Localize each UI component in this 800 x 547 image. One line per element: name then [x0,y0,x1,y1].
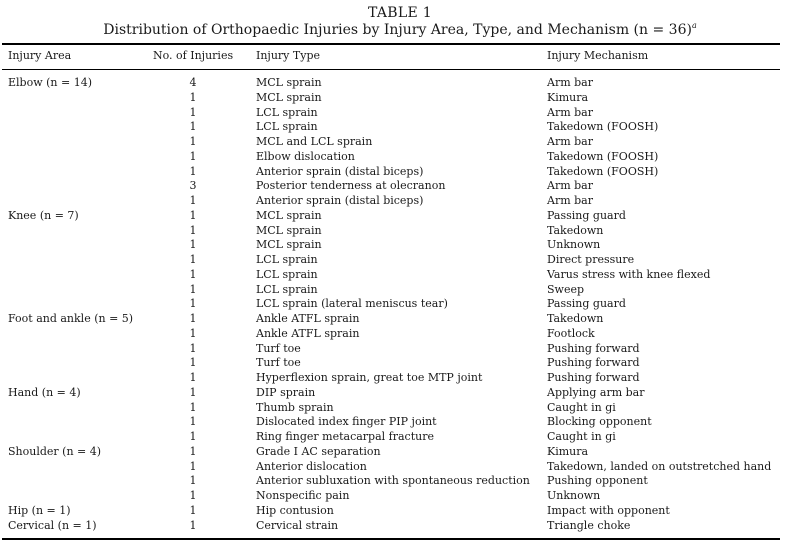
mechanism-text: Arm bar [547,135,593,148]
cell-injury-mechanism-highlighted [547,194,593,208]
table-row [0,179,800,193]
cell-no-of-injuries: 1 [189,253,197,266]
cell-no-of-injuries: 1 [189,223,197,237]
header-injury-type: Injury Type [256,49,320,62]
cell-injury-area: Foot and ankle (n = 5) [8,312,134,325]
cell-no-of-injuries: 1 [189,194,197,207]
cell-no-of-injuries: 1 [189,356,197,370]
cell-no-of-injuries: 1 [189,503,197,517]
cell-injury-type: LCL sprain [256,105,318,119]
cell-injury-mechanism: Varus stress with knee flexed [547,267,711,281]
bottom-rule [2,538,780,540]
cell-injury-type: Ankle ATFL sprain [256,326,360,340]
cell-injury-type: Anterior sprain (distal biceps) [256,194,424,207]
cell-injury-mechanism: Blocking opponent [547,415,652,429]
cell-injury-type: LCL sprain [256,253,318,266]
cell-injury-mechanism: Takedown (FOOSH) [547,149,659,163]
cell-injury-type: Dislocated index finger PIP joint [256,415,437,429]
cell-injury-mechanism: Footlock [547,326,595,340]
cell-no-of-injuries: 1 [189,430,197,443]
cell-injury-mechanism: Unknown [547,238,601,252]
cell-injury-area: Knee (n = 7) [8,208,79,222]
cell-injury-mechanism: Kimura [547,90,589,104]
cell-injury-mechanism: Takedown (FOOSH) [547,164,659,178]
cell-no-of-injuries: 1 [189,297,197,311]
cell-injury-mechanism: Triangle choke [547,518,631,532]
mechanism-text: Arm bar [547,179,593,193]
cell-no-of-injuries: 1 [189,415,197,429]
cell-injury-mechanism: Sweep [547,282,585,296]
caption-footnote-marker: a [691,21,697,30]
cell-no-of-injuries: 1 [189,489,197,502]
cell-injury-mechanism-highlighted [547,179,593,193]
cell-no-of-injuries: 1 [189,238,197,252]
cell-no-of-injuries: 1 [189,90,197,104]
header-no-of-injuries: No. of Injuries [153,49,234,62]
table-row [0,76,800,90]
cell-injury-mechanism: Takedown, landed on outstretched hand [547,459,772,473]
cell-no-of-injuries: 1 [189,444,197,458]
cell-injury-type: Turf toe [256,341,301,355]
cell-no-of-injuries: 3 [189,179,197,193]
cell-injury-type: Posterior tenderness at olecranon [256,179,446,193]
cell-no-of-injuries: 1 [189,105,197,119]
cell-injury-type: MCL sprain [256,238,322,252]
cell-no-of-injuries: 1 [189,326,197,340]
cell-no-of-injuries: 1 [189,135,197,148]
mechanism-text: Arm bar [547,76,593,89]
cell-injury-area: Cervical (n = 1) [8,518,97,532]
cell-injury-type: MCL sprain [256,223,322,237]
cell-injury-area: Shoulder (n = 4) [8,444,102,458]
cell-injury-type: LCL sprain [256,282,318,296]
cell-injury-type: Anterior dislocation [256,459,367,473]
cell-injury-area: Elbow (n = 14) [8,76,92,89]
cell-injury-mechanism: Kimura [547,444,589,458]
cell-no-of-injuries: 1 [189,164,197,178]
cell-no-of-injuries: 1 [189,149,197,163]
table-caption-text: Distribution of Orthopaedic Injuries by Injury Area, Type, and Mechanism (n = 36) [103,22,692,38]
mechanism-text: Arm bar [547,105,593,119]
cell-injury-type: LCL sprain (lateral meniscus tear) [256,297,448,311]
header-injury-mechanism: Injury Mechanism [547,49,649,62]
cell-no-of-injuries: 1 [189,459,197,473]
cell-injury-type: Hyperflexion sprain, great toe MTP joint [256,371,483,384]
cell-injury-mechanism: Caught in gi [547,400,616,414]
cell-injury-mechanism: Pushing forward [547,356,640,370]
cell-injury-area: Hip (n = 1) [8,503,71,517]
cell-injury-type: Elbow dislocation [256,149,355,163]
cell-injury-mechanism: Caught in gi [547,430,616,443]
cell-injury-type: MCL sprain [256,90,322,104]
cell-injury-mechanism: Takedown (FOOSH) [547,120,659,134]
table-row [0,106,800,120]
cell-injury-type: MCL and LCL sprain [256,135,373,148]
cell-injury-mechanism: Applying arm bar [547,385,645,399]
cell-injury-type: Hip contusion [256,503,334,517]
cell-injury-mechanism: Takedown [547,312,604,325]
cell-no-of-injuries: 1 [189,371,197,384]
cell-injury-area: Hand (n = 4) [8,385,81,399]
mechanism-text: Arm bar [547,194,593,207]
cell-no-of-injuries: 1 [189,341,197,355]
cell-no-of-injuries: 1 [189,267,197,281]
cell-injury-mechanism: Pushing opponent [547,474,648,488]
cell-injury-type: MCL sprain [256,208,322,222]
cell-injury-mechanism: Impact with opponent [547,503,670,517]
cell-injury-type: Thumb sprain [256,400,334,414]
cell-injury-mechanism: Direct pressure [547,253,635,266]
cell-no-of-injuries: 1 [189,400,197,414]
cell-no-of-injuries: 4 [189,76,197,89]
cell-no-of-injuries: 1 [189,474,197,488]
cell-injury-type: LCL sprain [256,120,318,134]
cell-injury-type: Cervical strain [256,518,339,532]
table-caption [0,22,800,38]
cell-no-of-injuries: 1 [189,282,197,296]
cell-injury-type: Ankle ATFL sprain [256,312,360,325]
cell-injury-mechanism: Passing guard [547,297,626,311]
cell-injury-type: LCL sprain [256,267,318,281]
cell-injury-type: MCL sprain [256,76,322,89]
table-label: TABLE 1 [368,5,432,21]
cell-injury-type: Grade I AC separation [256,444,381,458]
cell-injury-mechanism: Pushing forward [547,341,640,355]
cell-injury-type: Nonspecific pain [256,489,350,502]
cell-injury-type: Turf toe [256,356,301,370]
cell-injury-type: DIP sprain [256,385,316,399]
cell-injury-type: Anterior subluxation with spontaneous reduction [256,474,530,488]
cell-no-of-injuries: 1 [189,518,197,532]
header-injury-area: Injury Area [8,49,72,62]
cell-injury-type: Anterior sprain (distal biceps) [256,164,424,178]
cell-no-of-injuries: 1 [189,385,197,399]
cell-no-of-injuries: 1 [189,120,197,134]
cell-injury-mechanism: Pushing forward [547,371,640,384]
table-row [0,135,800,149]
top-rule [2,43,780,45]
header-rule [2,69,780,70]
cell-injury-mechanism-highlighted [547,106,593,120]
table-row [0,194,800,208]
cell-injury-type: Ring finger metacarpal fracture [256,430,434,443]
cell-injury-mechanism: Takedown [547,223,604,237]
cell-injury-mechanism-highlighted [547,135,593,149]
cell-injury-mechanism: Passing guard [547,208,626,222]
cell-no-of-injuries: 1 [189,312,197,325]
cell-injury-mechanism: Unknown [547,489,601,502]
cell-no-of-injuries: 1 [189,208,197,222]
cell-injury-mechanism-highlighted [547,76,593,90]
